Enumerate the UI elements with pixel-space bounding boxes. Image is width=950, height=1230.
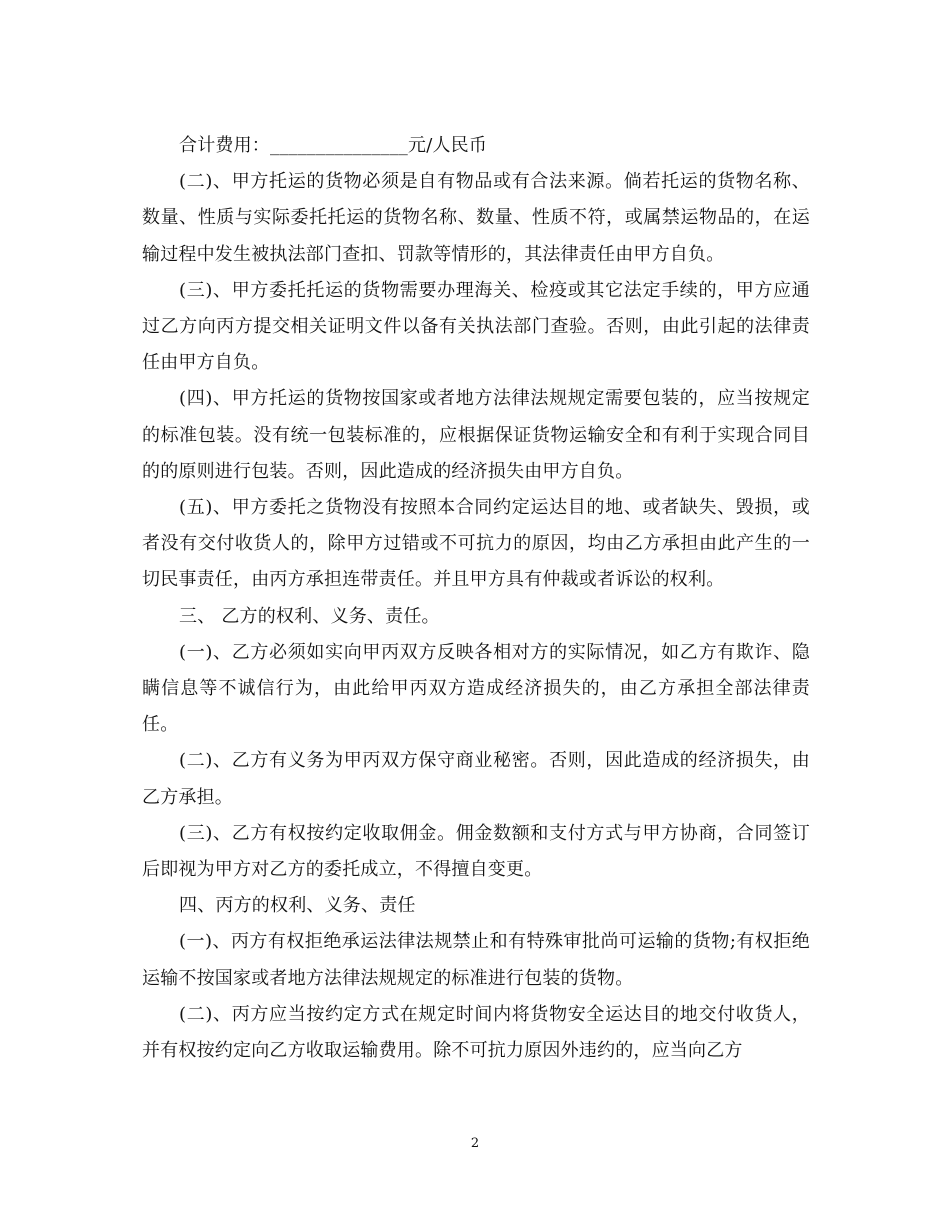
paragraph-total-fee: 合计费用：_______________元/人民币: [179, 135, 488, 156]
paragraph-clause-2-3: (三)、甲方委托托运的货物需要办理海关、检疫或其它法定手续的，甲方应通过乙方向丙方提交相关证明文件以备有关执法部门查验。否则，由此引起的法律责任由甲方自负。: [142, 279, 810, 374]
paragraph-clause-2-2: (二)、甲方托运的货物必须是自有物品或有合法来源。倘若托运的货物名称、数量、性质与实际委托托运的货物名称、数量、性质不符，或属禁运物品的，在运输过程中发生被执法部门查扣、罚款等情形的，其法律责任由甲方自负。: [142, 171, 810, 265]
section-heading-4: 四、丙方的权利、义务、责任: [179, 895, 416, 917]
paragraph-clause-3-2: (二)、乙方有义务为甲丙双方保守商业秘密。否则，因此造成的经济损失，由乙方承担。: [142, 750, 810, 808]
paragraph-clause-2-4: (四)、甲方托运的货物按国家或者地方法律法规规定需要包装的，应当按规定的标准包装。没有统一包装标准的，应根据保证货物运输安全和有利于实现合同目的的原则进行包装。否则，因此造成的经济损失由甲方自负。: [142, 388, 810, 482]
paragraph-clause-4-1: (一)、丙方有权拒绝承运法律法规禁止和有特殊审批尚可运输的货物;有权拒绝运输不按国家或者地方法律法规规定的标准进行包装的货物。: [142, 931, 810, 989]
paragraph-clause-2-5: (五)、甲方委托之货物没有按照本合同约定运达目的地、或者缺失、毁损，或者没有交付收货人的，除甲方过错或不可抗力的原因，均由乙方承担由此产生的一切民事责任，由丙方承担连带责任。并且甲方具有仲裁或者诉讼的权利。: [142, 497, 810, 591]
paragraph-clause-3-3: (三)、乙方有权按约定收取佣金。佣金数额和支付方式与甲方协商，合同签订后即视为甲方对乙方的委托成立，不得擅自变更。: [142, 822, 810, 881]
page-number: 2: [470, 1136, 480, 1151]
document-body: [142, 128, 810, 1069]
paragraph-clause-4-2: (二)、丙方应当按约定方式在规定时间内将货物安全运达目的地交付收货人，并有权按约定向乙方收取运输费用。除不可抗力原因外违约的，应当向乙方: [142, 1003, 810, 1062]
paragraph-clause-3-1: (一)、乙方必须如实向甲丙双方反映各相对方的实际情况，如乙方有欺诈、隐瞒信息等不诚信行为，由此给甲丙双方造成经济损失的，由乙方承担全部法律责任。: [142, 641, 810, 736]
section-heading-3: 三、 乙方的权利、义务、责任。: [179, 605, 440, 627]
